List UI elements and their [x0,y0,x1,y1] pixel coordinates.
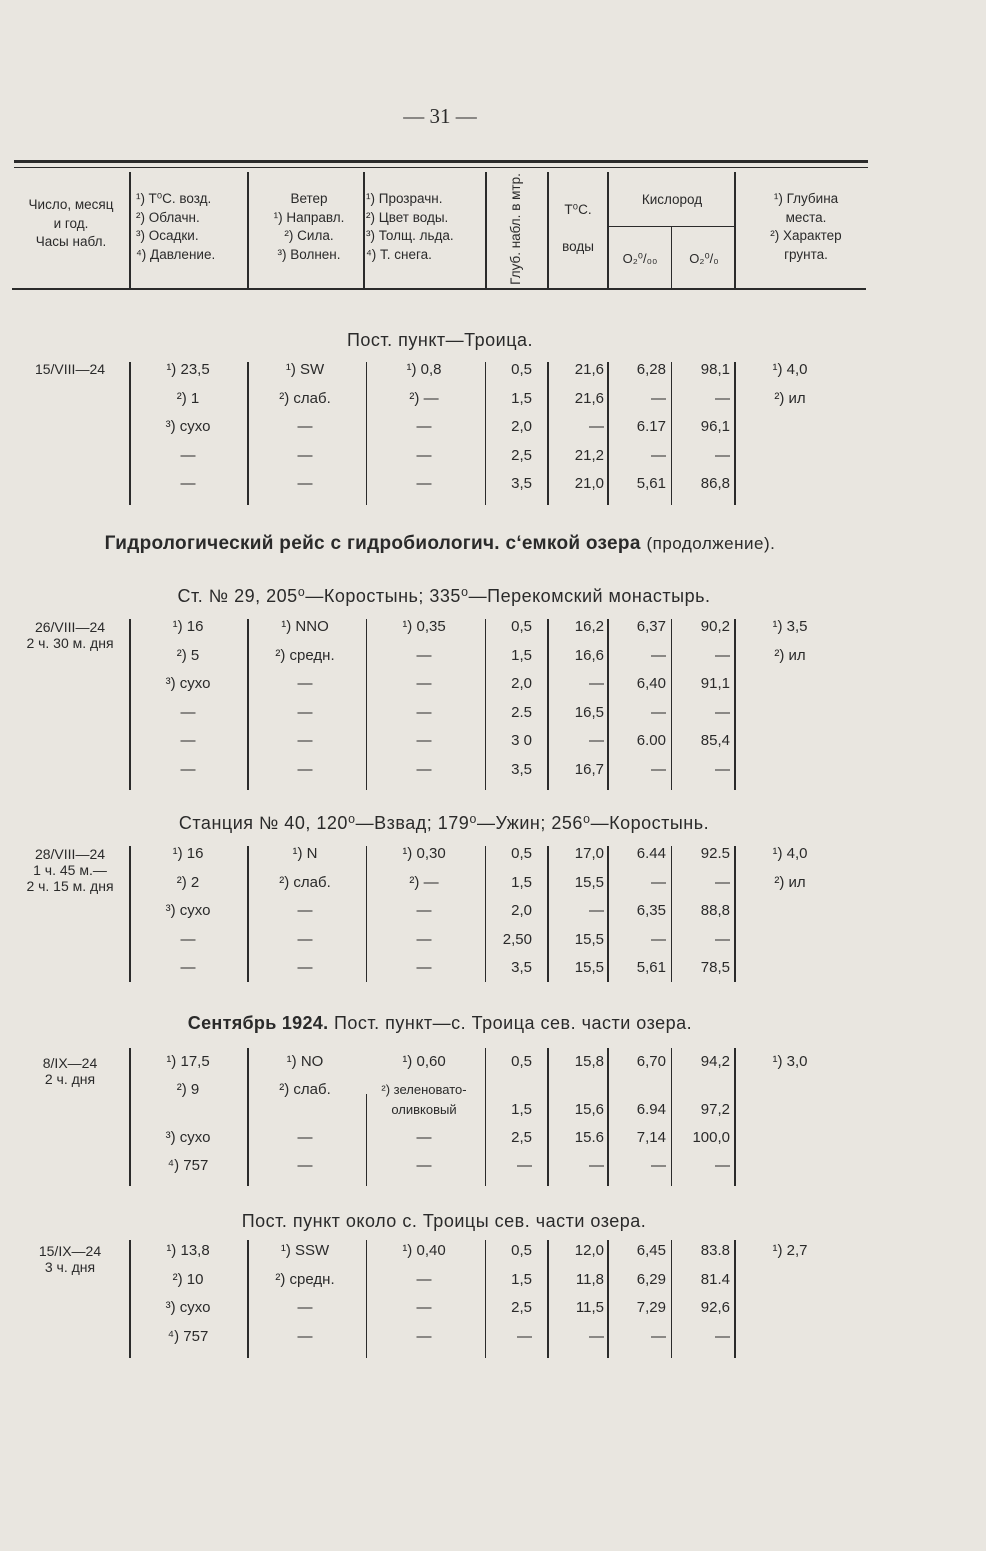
table-cell [740,958,840,978]
table-cell: — [180,761,196,778]
column-rule [607,846,609,982]
table-cell [740,474,840,494]
table-cell [740,1327,840,1347]
table-cell [550,1080,604,1100]
table-cell: ¹) 23,5 [166,361,210,378]
table-cell: — [715,646,730,664]
table-cell [740,446,840,466]
table-cell: 3,5 [511,475,532,493]
table-cell: 0,5 [511,1242,532,1259]
header-temp-col-bottom: воды [562,239,594,254]
table-cell [740,1156,840,1176]
table-cell: — [180,959,196,977]
column-rule [547,362,549,505]
table-cell: 7,14 [636,1129,666,1146]
table-cell: — [416,959,432,977]
table-cell [740,674,840,694]
table-cell [740,1128,840,1148]
table-cell: — [297,930,313,948]
page-number: — 31 — [403,104,477,128]
header-col-sep [547,172,549,288]
table-cell: — [416,732,432,750]
table-cell: 7,29 [636,1299,666,1317]
table-cell: — [715,389,730,407]
table-cell: — [416,930,432,948]
table-cell: — [180,930,196,948]
table-cell: — [589,675,604,693]
table-cell: оливковый [391,1102,457,1117]
table-cell: — [297,703,313,721]
table-cell: 6,35 [636,902,666,920]
table-cell: — [589,1327,604,1345]
table-cell: 15,8 [574,1053,604,1070]
table-cell: 2,5 [511,1129,532,1146]
table-cell: 2,0 [511,902,532,920]
table-cell: — [715,703,730,721]
table-cell [610,1080,666,1100]
header-water-col: ¹) Прозрачн. ²) Цвет воды. ³) Толщ. льда. ⁴) Т. снега. [366,191,454,262]
table-cell: 6,29 [636,1270,666,1288]
table-cell: 15,6 [574,1101,604,1118]
table-cell [740,760,840,780]
table-cell: 92.5 [700,845,730,862]
table-cell: ³) сухо [165,902,211,920]
column-rule [485,619,486,790]
table-cell: ²) зеленовато- [381,1082,467,1097]
table-cell: ⁴) 757 [167,1157,209,1174]
table-cell: 98,1 [700,361,730,378]
header-date-col: Число, месяц и год. Часы набл. [28,197,114,249]
table-cell: ¹) 17,5 [166,1053,210,1070]
table-cell: 1,5 [511,1270,532,1288]
table-cell: 6.17 [636,418,666,436]
table-cell: — [180,703,196,721]
table-cell: 96,1 [700,418,730,436]
table-cell: 85,4 [700,732,730,750]
table-cell [740,930,840,950]
observation-date: 15/IX—24 3 ч. дня [38,1243,102,1275]
table-cell: 83.8 [700,1242,730,1259]
table-cell: ³) сухо [165,418,211,436]
table-cell: ²) средн. [275,646,335,664]
table-cell: — [416,646,432,664]
table-cell: ³) сухо [165,675,211,693]
column-rule [607,619,609,790]
header-wind-col: Ветер ¹) Направл. ²) Сила. ³) Волнен. [273,191,345,262]
column-rule [607,362,609,505]
table-cell [674,1080,730,1100]
column-rule [247,1048,249,1186]
section-title: Пост. пункт—с. Троица сев. части озера. [333,1013,693,1033]
table-cell: — [651,703,666,721]
table-cell [488,1080,532,1100]
table-cell: 21,6 [574,361,604,378]
table-cell: 16,7 [574,761,604,778]
table-cell: 97,2 [700,1101,730,1118]
table-cell: ¹) 0,30 [402,845,446,862]
header-ground-col: ¹) Глубина места. ²) Характер грунта. [770,191,842,262]
table-cell: ¹) 4,0 [772,845,808,862]
table-cell: ³) сухо [165,1129,211,1146]
section-title: Станция № 40, 120⁰—Взвад; 179⁰—Ужин; 256⁰—Коростынь. [178,813,710,833]
table-cell: 2,5 [511,446,532,464]
table-cell: 5,61 [636,475,666,493]
table-cell: — [517,1327,532,1345]
column-rule [671,1240,672,1358]
table-cell: 5,61 [636,959,666,977]
table-cell: — [297,761,313,778]
table-cell: 1,5 [511,389,532,407]
table-cell: 15,5 [574,873,604,891]
header-air-col: ¹) T⁰C. возд. ²) Облачн. ³) Осадки. ⁴) Давление. [136,191,216,262]
table-cell [250,1100,360,1120]
table-cell: ²) ил [774,389,806,407]
table-cell: 6,28 [636,361,666,378]
table-cell: 94,2 [700,1053,730,1070]
table-cell: — [416,761,432,778]
table-cell: ³) сухо [165,1299,211,1317]
table-cell: — [297,959,313,977]
table-cell: ¹) 16 [172,618,204,635]
column-rule [607,1048,609,1186]
table-cell: 6,40 [636,675,666,693]
table-cell: 78,5 [700,959,730,977]
column-rule [547,1048,549,1186]
table-cell: 3,5 [511,761,532,778]
table-cell: — [297,675,313,693]
table-cell: ¹) 16 [172,845,204,862]
header-col-sep [671,227,672,288]
table-cell: ²) средн. [275,1270,335,1288]
column-rule [547,1240,549,1358]
table-cell: ²) 2 [176,873,200,891]
table-cell: — [651,930,666,948]
table-cell: ²) 5 [176,646,200,664]
table-cell: ¹) 3,5 [772,618,808,635]
table-cell: ²) — [409,389,439,407]
table-cell: 16,5 [574,703,604,721]
table-cell: — [651,389,666,407]
table-cell: — [715,1327,730,1345]
table-cell: — [297,475,313,493]
column-rule [129,1240,131,1358]
header-col-sep [363,172,365,288]
journey-heading-suffix: (продолжение). [646,534,776,553]
table-cell: ²) 1 [176,389,200,407]
table-cell: — [416,1270,432,1288]
table-cell: — [416,1299,432,1317]
table-cell: 0,5 [511,618,532,635]
column-rule [671,846,672,982]
column-rule [129,362,131,505]
table-cell: ¹) 0,35 [402,618,446,635]
table-cell: 17,0 [574,845,604,862]
table-cell: ²) ил [774,646,806,664]
table-cell: 81.4 [700,1270,730,1288]
table-cell: 100,0 [692,1129,730,1146]
section-title: Пост. пункт—Троица. [346,330,534,350]
table-cell: ¹) 0,8 [406,361,442,378]
table-cell: — [297,1299,313,1317]
table-cell: ²) слаб. [279,389,331,407]
table-cell: — [589,418,604,436]
column-rule [734,362,736,505]
column-rule [734,1048,736,1186]
column-rule [671,619,672,790]
column-rule [485,846,486,982]
table-cell: — [715,930,730,948]
table-cell: ⁴) 757 [167,1327,209,1345]
table-cell [740,1298,840,1318]
header-oxygen-sub1: O₂⁰/₀₀ [622,251,658,266]
table-cell: 92,6 [700,1299,730,1317]
table-cell: — [651,1157,666,1174]
table-cell: ²) 10 [172,1270,204,1288]
table-cell: — [416,1129,432,1146]
table-cell: ¹) 13,8 [166,1242,210,1259]
table-cell: — [651,1327,666,1345]
table-cell: — [715,873,730,891]
table-cell: 12,0 [574,1242,604,1259]
table-cell: ²) слаб. [279,1081,331,1098]
table-cell: 21,0 [574,475,604,493]
column-rule [607,1240,609,1358]
header-depth-col: Глуб. набл. в мтр. [508,173,523,285]
table-cell: ¹) NNO [281,618,329,635]
table-cell: — [589,732,604,750]
journey-heading [0,533,880,555]
table-cell: ¹) NO [286,1053,324,1070]
table-cell: 11,5 [575,1299,604,1317]
table-cell: — [180,446,196,464]
table-cell: 3,5 [511,959,532,977]
table-cell: 1,5 [511,1101,532,1118]
table-cell: ²) ил [774,873,806,891]
table-cell: 15,5 [574,959,604,977]
observation-date: 8/IX—24 2 ч. дня [42,1055,98,1087]
header-col-sep [607,172,609,288]
table-cell: 6.44 [636,845,666,862]
table-cell: — [297,1157,313,1174]
journey-heading-bold: Гидрологический рейс с гидробиологич. с‘емкой озера [104,533,641,554]
table-cell: 16,2 [574,618,604,635]
table-cell: — [297,732,313,750]
table-cell: ¹) 0,40 [402,1242,446,1259]
table-cell: 2.5 [511,703,532,721]
table-cell: — [715,761,730,778]
table-cell: — [297,418,313,436]
table-cell: — [180,732,196,750]
table-cell [740,703,840,723]
table-cell: — [416,902,432,920]
column-rule [247,362,249,505]
table-cell: 2,50 [502,930,532,948]
table-cell: — [589,902,604,920]
column-rule [129,1048,131,1186]
table-cell: 88,8 [700,902,730,920]
table-cell: 0,5 [511,361,532,378]
column-rule [547,846,549,982]
table-cell: 1,5 [511,873,532,891]
table-cell: ²) слаб. [279,873,331,891]
table-cell: — [517,1157,532,1174]
table-cell [740,1100,840,1120]
table-cell: — [715,446,730,464]
table-cell: ¹) SSW [280,1242,330,1259]
header-col-sep [485,172,487,288]
table-cell: 2,0 [511,675,532,693]
table-cell: 1,5 [511,646,532,664]
table-cell: — [416,1157,432,1174]
column-rule [734,619,736,790]
table-cell: ¹) 4,0 [772,361,808,378]
table-cell: — [416,675,432,693]
table-cell: 11,8 [575,1270,604,1288]
table-cell: 91,1 [700,675,730,693]
table-cell: ¹) N [292,845,318,862]
table-cell: 2,5 [511,1299,532,1317]
september-heading [0,1013,880,1034]
table-cell: — [416,418,432,436]
table-cell: — [651,446,666,464]
oxygen-sub-rule [609,226,735,227]
section-title: Ст. № 29, 205⁰—Коростынь; 335⁰—Перекомский монастырь. [177,586,711,606]
table-cell: 21,2 [574,446,604,464]
table-cell [740,1270,840,1290]
column-rule [129,846,131,982]
table-cell: 16,6 [574,646,604,664]
table-cell [132,1100,244,1120]
table-cell: 90,2 [700,618,730,635]
table-cell: — [651,873,666,891]
table-cell [740,901,840,921]
column-rule [547,619,549,790]
table-cell: — [715,1157,730,1174]
table-cell: ¹) 3,0 [772,1053,808,1070]
table-cell [740,731,840,751]
table-cell: — [297,902,313,920]
table-cell [740,417,840,437]
table-cell: 6,45 [636,1242,666,1259]
table-cell: — [297,446,313,464]
table-cell: 6,37 [636,618,666,635]
table-cell: ¹) 2,7 [772,1242,808,1259]
observation-date: 28/VIII—24 1 ч. 45 м.— 2 ч. 15 м. дня [26,846,114,894]
table-cell: 6.94 [636,1101,666,1118]
table-cell: 2,0 [511,418,532,436]
table-cell: — [416,446,432,464]
header-top-rule [14,160,868,163]
header-bottom-rule [12,288,866,290]
column-rule [247,1240,249,1358]
table-cell: ¹) SW [285,361,325,378]
table-cell: — [651,646,666,664]
table-cell: ²) — [409,873,439,891]
column-rule [485,1048,486,1186]
table-cell: 0,5 [511,1053,532,1070]
table-cell: 15,5 [574,930,604,948]
header-col-sep [247,172,249,288]
header-top-rule-2 [14,167,868,168]
table-cell: — [416,1327,432,1345]
table-cell: 21,6 [574,389,604,407]
table-cell: 6,70 [636,1053,666,1070]
table-cell: — [589,1157,604,1174]
table-cell: 86,8 [700,475,730,493]
observation-date: 15/VIII—24 [34,361,106,377]
header-temp-col-top: T⁰C. [564,202,592,217]
column-rule [671,1048,672,1186]
table-cell: 6.00 [636,732,666,750]
column-rule [247,619,249,790]
table-cell: — [651,761,666,778]
table-cell: — [416,475,432,493]
table-cell: 3 0 [511,732,532,750]
table-cell: — [297,1327,313,1345]
column-rule [671,362,672,505]
table-cell: — [180,475,196,493]
table-cell: ²) 9 [176,1081,200,1098]
table-cell: — [416,703,432,721]
column-rule [485,362,486,505]
column-rule [734,846,736,982]
column-rule [485,1240,486,1358]
header-oxygen-sub2: O₂⁰/₀ [689,251,719,266]
header-col-sep [129,172,131,288]
table-cell: 0,5 [511,845,532,862]
column-rule [129,619,131,790]
observation-date: 26/VIII—24 2 ч. 30 м. дня [26,619,114,651]
table-cell: 15.6 [574,1129,604,1146]
section-title: Пост. пункт около с. Троицы сев. части озера. [241,1211,647,1231]
table-cell [740,1080,840,1100]
column-rule [247,846,249,982]
header-oxygen-col: Кислород [641,192,703,207]
table-cell: — [297,1129,313,1146]
september-heading-bold: Сентябрь 1924. [187,1013,329,1033]
table-cell: ¹) 0,60 [402,1053,446,1070]
column-rule [734,1240,736,1358]
